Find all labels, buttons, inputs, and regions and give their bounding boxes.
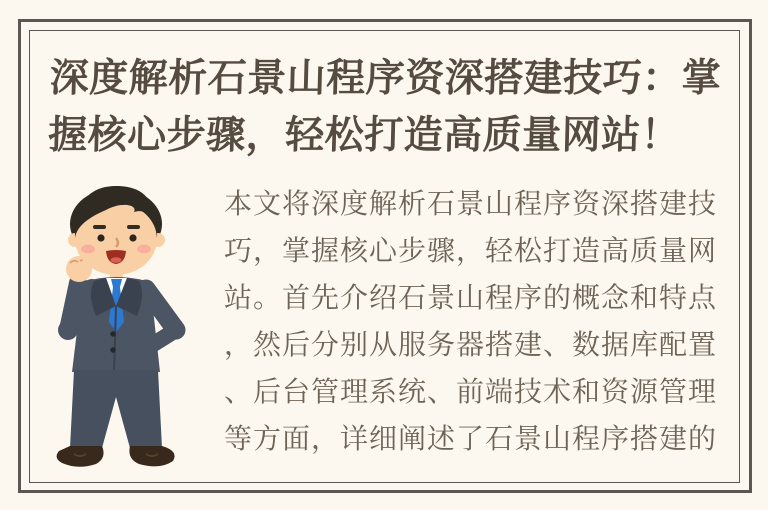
tongue bbox=[111, 257, 122, 263]
jacket-button bbox=[110, 347, 115, 352]
article-line: 站。首先介绍石景山程序的概念和特点 bbox=[224, 281, 718, 314]
page-title bbox=[48, 50, 731, 164]
blush-left bbox=[81, 245, 95, 254]
article-line: 、后台管理系统、前端技术和资源管理 bbox=[224, 375, 718, 408]
title-line-1: 深度解析石景山程序资深搭建技巧：掌 bbox=[49, 55, 722, 101]
eyebrow-left bbox=[93, 225, 106, 229]
eye-left bbox=[97, 234, 104, 241]
article-line: ，然后分别从服务器搭建、数据库配置 bbox=[224, 328, 718, 361]
content-area bbox=[50, 180, 722, 476]
article-line: 巧，掌握核心步骤，轻松打造高质量网 bbox=[224, 234, 718, 267]
article-line: 等方面，详细阐述了石景山程序搭建的 bbox=[224, 422, 718, 455]
article-line: 本文将深度解析石景山程序资深搭建技 bbox=[224, 187, 718, 220]
eye-right bbox=[129, 234, 136, 241]
title-line-2: 握核心步骤，轻松打造高质量网站！ bbox=[47, 112, 681, 158]
businessman-svg bbox=[50, 182, 200, 476]
businessman-illustration bbox=[50, 182, 200, 476]
pants bbox=[70, 370, 162, 448]
eyebrow-right bbox=[127, 225, 140, 229]
raised-arm-forearm bbox=[68, 283, 78, 330]
blush-right bbox=[137, 245, 151, 254]
article-body bbox=[224, 180, 722, 462]
jacket-button bbox=[110, 331, 115, 336]
